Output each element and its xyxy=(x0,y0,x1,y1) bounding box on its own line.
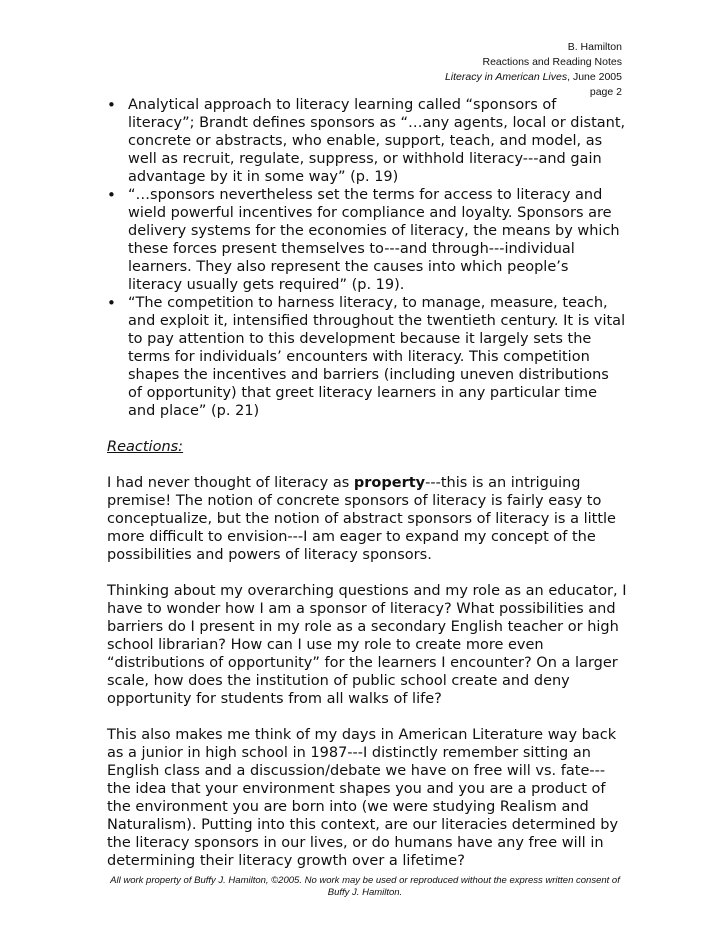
bullet-icon: • xyxy=(107,294,116,312)
quote-list xyxy=(107,96,627,420)
reaction-paragraph-2: Thinking about my overarching questions and my role as an educator, I have to wonder how I am a sponsor of literacy? What possibilities and barriers do I present in my role as a secondary English teacher or high school librarian? How can I use my role to create more even “distributions of opportunity” for the learners I encounter? On a larger scale, how does the institution of public school create and deny opportunity for students from all walks of life? xyxy=(107,583,627,707)
bullet-icon: • xyxy=(107,96,116,114)
page-header xyxy=(445,40,622,100)
list-item-text: Analytical approach to literacy learning called “sponsors of literacy”; Brandt defines sponsors as “…any agents, local or distant, concrete or abstracts, who enable, support, teach, and model, as well as recruit, regulate, suppress, or withhold literacy---and gain advantage by it in some way” (p. 19) xyxy=(128,97,626,185)
document-date: , June 2005 xyxy=(567,71,622,83)
list-item xyxy=(107,96,627,186)
book-title: Literacy in American Lives xyxy=(444,71,568,83)
paragraph-text: ---this is an intriguing premise! The notion of concrete sponsors of literacy is fairly easy to conceptualize, but the notion of abstract sponsors of literacy is a little more difficult to envision---I am eager to expand my concept of the possibilities and powers of literacy sponsors. xyxy=(107,475,616,563)
reaction-paragraph-1 xyxy=(107,474,627,564)
reactions-heading: Reactions: xyxy=(107,439,184,455)
reaction-paragraph-3: This also makes me think of my days in American Literature way back as a junior in high school in 1987---I distinctly remember sitting an English class and a discussion/debate we have on free will vs. fate---the idea that your environment shapes you and you are a product of the environment you are born into (we were studying Realism and Naturalism). Putting into this context, are our literacies determined by the literacy sponsors in our lives, or do humans have any free will in determining their literacy growth over a lifetime? xyxy=(107,727,619,869)
list-item xyxy=(107,294,627,420)
author-name: B. Hamilton xyxy=(567,41,622,53)
list-item xyxy=(107,186,627,294)
list-item-text: “…sponsors nevertheless set the terms for access to literacy and wield powerful incentives for compliance and loyalty. Sponsors are delivery systems for the economies of literacy, the means by which these forces present themselves to---and through---individual learners. They also represent the causes into which people’s literacy usually gets required” (p. 19). xyxy=(128,187,620,293)
emphasis-property: property xyxy=(353,475,426,491)
document-subtitle: Reactions and Reading Notes xyxy=(482,56,622,68)
bullet-icon: • xyxy=(107,186,116,204)
copyright-footer: All work property of Buffy J. Hamilton, ©2005. No work may be used or reproduced without the express written consent of Buffy J. Hamilton. xyxy=(110,875,620,898)
paragraph-text: I had never thought of literacy as xyxy=(107,475,354,491)
document-body xyxy=(107,96,627,870)
book-title-line xyxy=(445,70,622,85)
list-item-text: “The competition to harness literacy, to manage, measure, teach, and exploit it, intensified throughout the twentieth century. It is vital to pay attention to this development because it largely sets the terms for individuals’ encounters with literacy. This competition shapes the incentives and barriers (including uneven distributions of opportunity) that greet literacy learners in any particular time and place” (p. 21) xyxy=(128,295,626,419)
page-number: page 2 xyxy=(589,86,622,98)
